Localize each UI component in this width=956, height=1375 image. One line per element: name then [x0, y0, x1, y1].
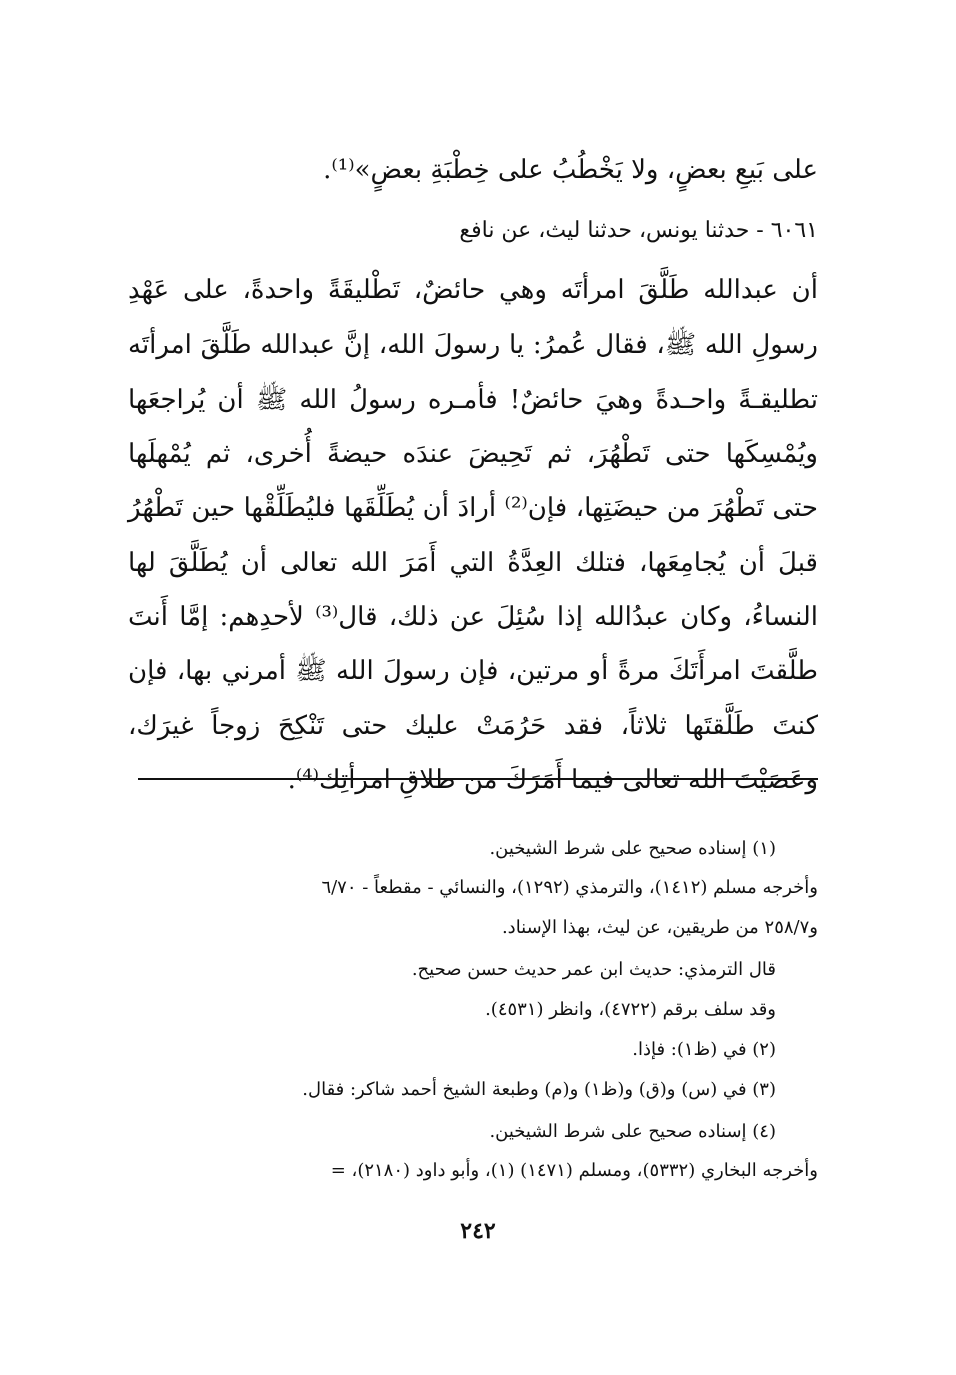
footnote-separator	[138, 778, 818, 780]
paragraph-line: رسولِ الله ﷺ، فقال عُمرُ: يا رسولَ الله، إنَّ عبدالله طَلَّقَ امرأتَه	[128, 330, 818, 360]
footnote-line: وأخرجه البخاري (٥٣٣٢)، ومسلم (١٤٧١) (١)، وأبو داود (٢١٨٠)، =	[330, 1160, 818, 1181]
footnote-line: (٤) إسناده صحيح على شرط الشيخين.	[489, 1121, 776, 1142]
footnote-line: (٣) في (س) و(ق) و(ظ١) و(م) وطبعة الشيخ أحمد شاكر: فقال.	[302, 1079, 776, 1100]
hadith-number-line: ٦٠٦١ - حدثنا يونس، حدثنا ليث، عن نافع	[459, 218, 818, 243]
paragraph-line: أن عبدالله طَلَّقَ امرأتَه وهي حائضٌ، تَطْليقَةً واحدةً، على عَهْدِ	[128, 275, 818, 305]
footnote-line: (١) إسناده صحيح على شرط الشيخين.	[489, 838, 776, 859]
paragraph-line: كنتَ طَلَّقتَها ثلاثاً، فقد حَرُمَتْ عليك حتى تَنْكِحَ زوجاً غيرَك،	[128, 711, 818, 741]
paragraph-line: ويُمْسِكَها حتى تَطْهُرَ، ثم تَحِيضَ عندَه حيضةً أُخرى، ثم يُمْهلَها	[128, 439, 818, 469]
footnote-line: (٢) في (ظ١): فإذا.	[632, 1039, 776, 1060]
footnote-line: و٢٥٨/٧ من طريقين، عن ليث، بهذا الإسناد.	[501, 917, 818, 938]
paragraph-line: قبلَ أن يُجامِعَها، فتلك العِدَّةُ التي أَمَرَ الله تعالى أن يُطَلَّقَ لها	[128, 548, 818, 578]
paragraph-line: النساءُ، وكان عبدُالله إذا سُئِلَ عن ذلك، قال⁽³⁾ لأحدِهم: إمَّا أَنتَ	[128, 602, 818, 632]
continuation-line: على بَيعِ بعضٍ، ولا يَخْطُبُ على خِطْبَةِ بعضٍ»⁽¹⁾.	[323, 155, 818, 185]
paragraph-line: وعَصَيْتَ الله تعالى فيما أَمَرَكَ من طلاقِ امرأتِك⁽⁴⁾.	[287, 765, 818, 795]
page-number: ٢٤٢	[460, 1218, 496, 1244]
footnote-line: قال الترمذي: حديث ابن عمر حديث حسن صحيح.	[411, 959, 776, 980]
paragraph-line: حتى تَطْهُرَ من حيضَتِها، فإن⁽²⁾ أرادَ أن يُطَلِّقَها فليُطَلِّقْها حين تَطْهُرُ	[128, 493, 818, 523]
paragraph-line: تطليقـةً واحـدةً وهيَ حائضٌ! فأمـره رسولُ الله ﷺ أن يُراجعَها	[128, 385, 818, 415]
footnote-line: وقد سلف برقم (٤٧٢٢)، وانظر (٤٥٣١).	[485, 999, 776, 1020]
footnote-line: وأخرجه مسلم (١٤١٢)، والترمذي (١٢٩٢)، والنسائي - مقطعاً - ٦/٧٠	[321, 877, 818, 898]
paragraph-line: طلَّقتَ امرأَتَكَ مرةً أو مرتين، فإن رسولَ الله ﷺ أمرني بها، فإن	[128, 656, 818, 686]
